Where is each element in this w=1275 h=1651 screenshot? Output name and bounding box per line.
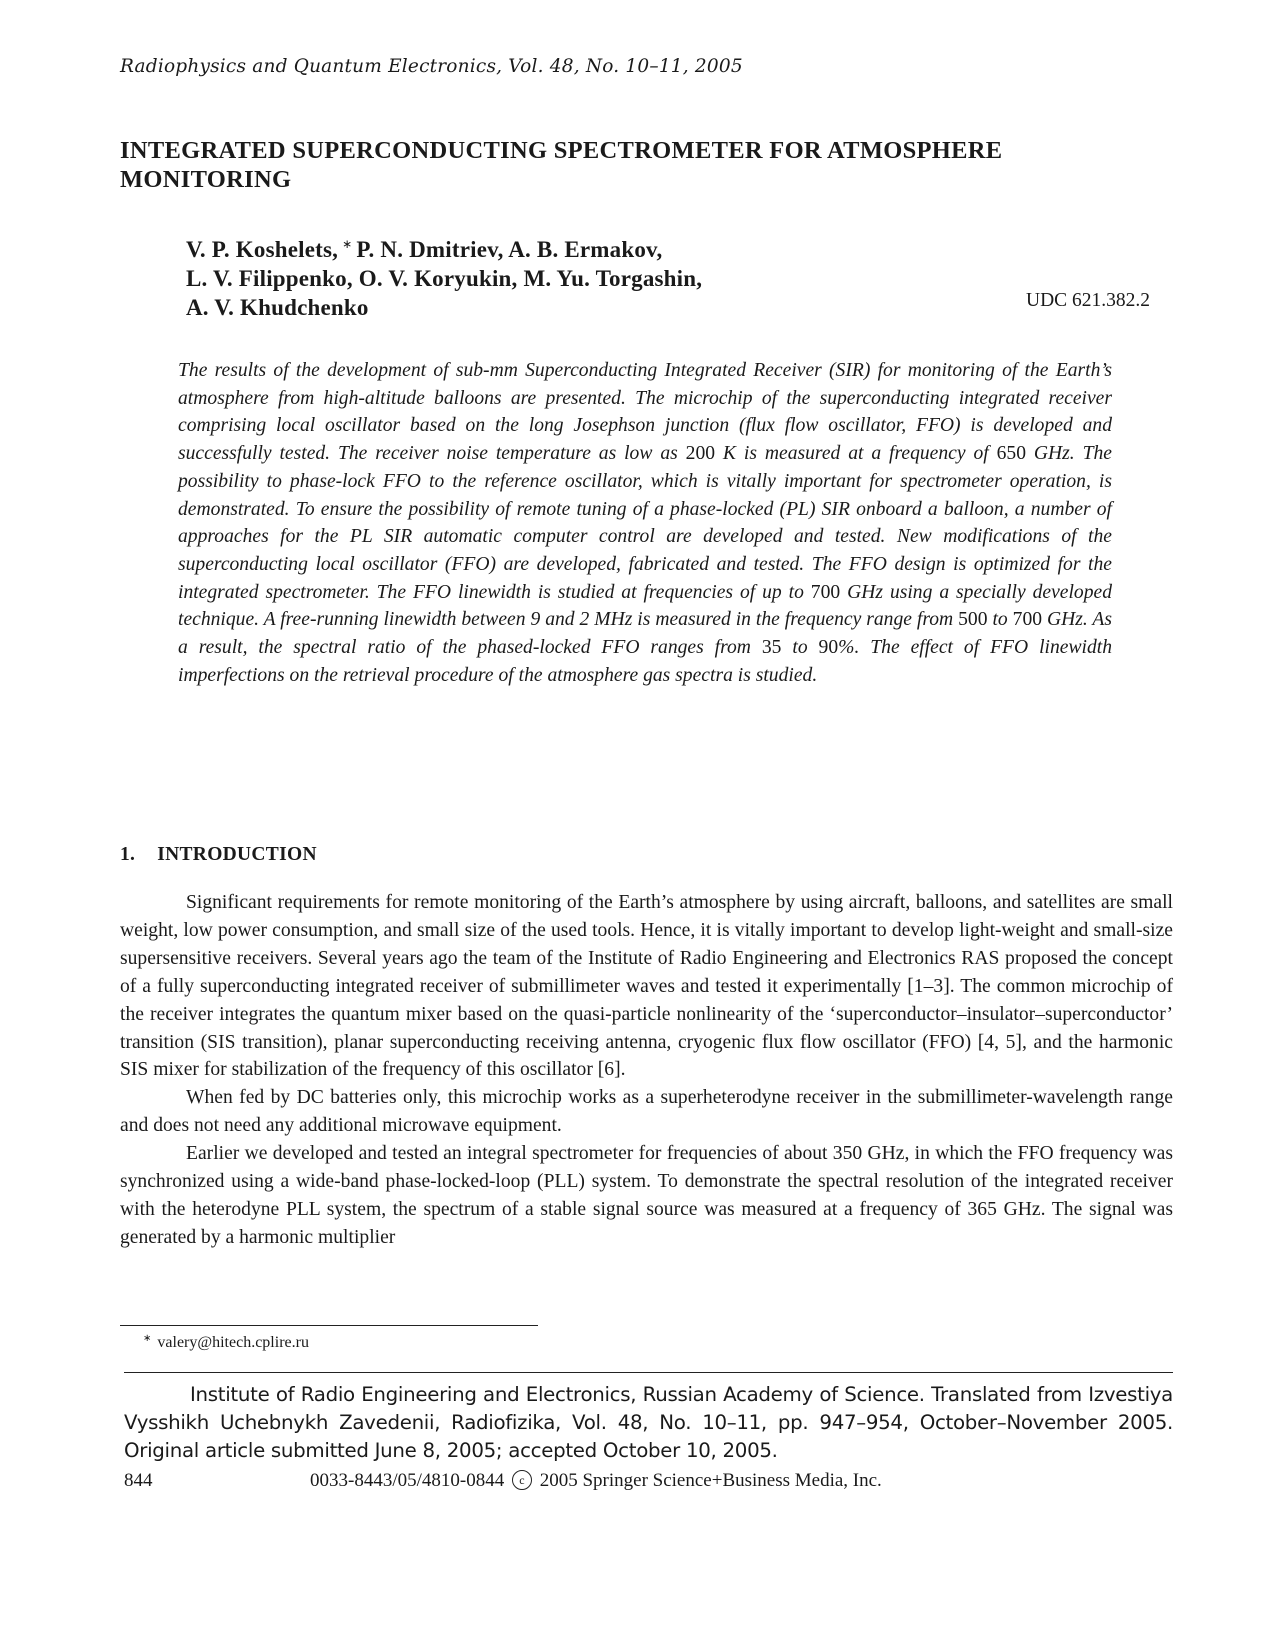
abstract — [178, 357, 1112, 689]
author-line-3: A. V. Khudchenko — [186, 295, 369, 320]
section-number: 1. — [120, 844, 136, 865]
abstract-value: 35 — [761, 637, 782, 659]
abstract-text: The results of the development of sub-mm Superconducting Integrated Receiver (SIR) for monitoring of the Earth’s atmosphere from high-altitude balloons are presented. The microchip of the superconducting integrated receiver comprising local oscillator based on the long Josephson junction (flux flow oscillator, FFO) is developed and successfully tested. The receiver noise temperature as low as — [178, 360, 1112, 465]
abstract-value: 500 — [958, 609, 988, 631]
abstract-value: 650 — [996, 443, 1026, 465]
paragraph: Earlier we developed and tested an integral spectrometer for frequencies of about 350 GHz, in which the FFO frequency was synchronized using a wide-band phase-locked-loop (PLL) system. To demonstrate the spectral resolution of the integrated receiver with the heterodyne PLL system, the spectrum of a stable signal source was measured at a frequency of 365 GHz. The signal was generated by a harmonic multiplier — [120, 1143, 1173, 1248]
author-line-1 — [186, 230, 702, 264]
udc-code: UDC 621.382.2 — [1026, 290, 1151, 311]
footnote — [143, 1333, 309, 1352]
author-line-2: L. V. Filippenko, O. V. Koryukin, M. Yu. Torgashin, — [186, 266, 703, 291]
abstract-text: to — [987, 609, 1013, 631]
copyright-icon: c — [512, 1470, 532, 1490]
author-rest: P. N. Dmitriev, A. B. Ermakov, — [356, 237, 663, 262]
abstract-value: 700 — [810, 581, 841, 603]
author-first: V. P. Koshelets, — [186, 237, 339, 262]
abstract-text: GHz using a specially developed technique. A free-running linewidth between 9 and 2 MHz is measured in the frequency range from — [178, 581, 1113, 631]
author-list — [186, 230, 702, 322]
abstract-text: K is measured at a frequency of — [715, 443, 997, 465]
section-heading — [120, 844, 317, 866]
abstract-text: to — [781, 637, 819, 659]
footnote-divider — [120, 1325, 538, 1326]
abstract-value: 700 — [1012, 609, 1043, 631]
copyright-line — [310, 1470, 882, 1492]
affiliation-text: Institute of Radio Engineering and Electronics, Russian Academy of Science. Translated from Izvestiya Vysshikh Uchebnykh Zavedenii, Radiofizika, Vol. 48, No. 10–11, pp. 947–954, October–November 2005. Original article submitted June 8, 2005; accepted October 10, 2005. — [124, 1383, 1173, 1462]
journal-header: Radiophysics and Quantum Electronics, Vol. 48, No. 10–11, 2005 — [120, 56, 743, 77]
paper-title: INTEGRATED SUPERCONDUCTING SPECTROMETER FOR ATMOSPHERE MONITORING — [120, 137, 1003, 193]
section-title: INTRODUCTION — [157, 844, 317, 865]
body-text — [120, 889, 1173, 1252]
affiliation-note — [124, 1381, 1173, 1464]
copyright-text: 2005 Springer Science+Business Media, Inc. — [539, 1470, 882, 1491]
issn-code: 0033-8443/05/4810-0844 — [310, 1470, 505, 1491]
paragraph: When fed by DC batteries only, this microchip works as a superheterodyne receiver in the submillimeter-wavelength range and does not need any additional microwave equipment. — [120, 1087, 1173, 1137]
abstract-text: GHz. As a result, the spectral ratio of the phased-locked FFO ranges from — [178, 609, 1112, 659]
abstract-value: 200 — [685, 443, 716, 465]
abstract-text: GHz. The possibility to phase-lock FFO to the reference oscillator, which is vitally important for spectrometer operation, is demonstrated. To ensure the possibility of remote tuning of a phase-locked (PL) SIR onboard a balloon, a number of approaches for the PL SIR automatic computer control are developed and tested. New modifications of the superconducting local oscillator (FFO) are developed, fabricated and tested. The FFO design is optimized for the integrated spectrometer. The FFO linewidth is studied at frequencies of up to — [178, 443, 1112, 603]
footnote-email[interactable]: valery@hitech.cplire.ru — [157, 1334, 309, 1351]
footnote-mark: ∗ — [143, 1333, 152, 1344]
abstract-value: 90 — [818, 637, 839, 659]
abstract-text: %. The effect of FFO linewidth imperfections on the retrieval procedure of the atmosphere gas spectra is studied. — [178, 637, 1112, 686]
paragraph: Significant requirements for remote monitoring of the Earth’s atmosphere by using aircraft, balloons, and satellites are small weight, low power consumption, and small size of the used tools. Hence, it is vitally important to develop light-weight and small-size supersensitive receivers. Several years ago the team of the Institute of Radio Engineering and Electronics RAS proposed the concept of a fully superconducting integrated receiver of submillimeter waves and tested it experimentally [1–3]. The common microchip of the receiver integrates the quantum mixer based on the quasi-particle nonlinearity of the ‘superconductor–insulator–superconductor’ transition (SIS transition), planar superconducting receiving antenna, cryogenic flux flow oscillator (FFO) [4, 5], and the harmonic SIS mixer for stabilization of the frequency of this oscillator [6]. — [120, 892, 1173, 1081]
affiliation-divider — [124, 1372, 1173, 1373]
page-number: 844 — [124, 1470, 153, 1491]
footnote-marker[interactable]: ∗ — [342, 237, 353, 251]
